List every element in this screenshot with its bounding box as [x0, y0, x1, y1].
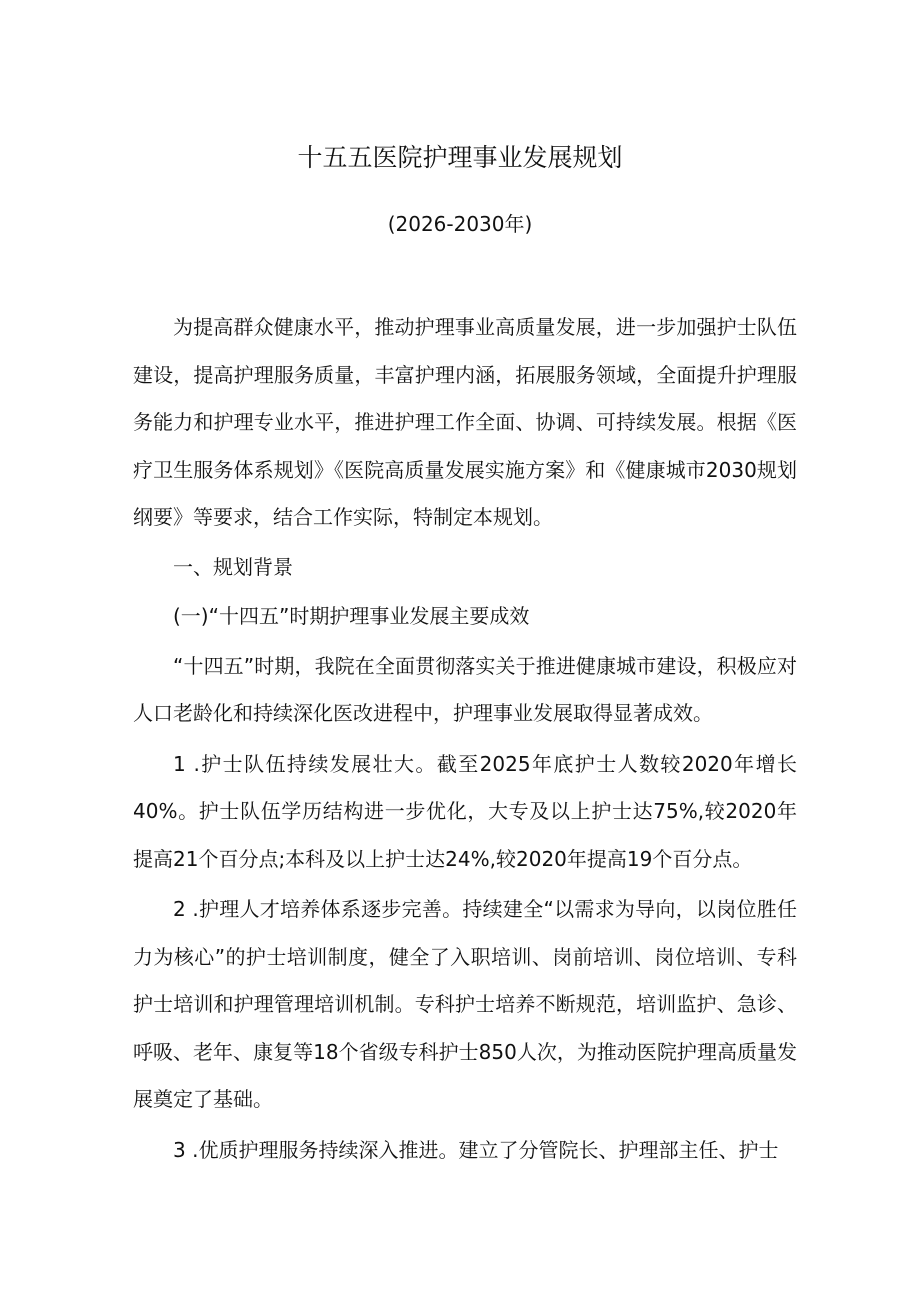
list-item-nurse-team: 1 .护士队伍持续发展壮大。截至2025年底护士人数较2020年增长40%。护士队伍学历结构进一步优化，大专及以上护士达75%,较2020年提高21个百分点;本科及以上护士达24%,较2020年提高19个百分点。 — [133, 751, 797, 871]
document-body — [133, 304, 797, 1174]
achievements-paragraph: “十四五”时期，我院在全面贯彻落实关于推进健康城市建设，积极应对人口老龄化和持续深化医改进程中，护理事业发展取得显著成效。 — [133, 653, 797, 725]
list-item-talent-training: 2 .护理人才培养体系逐步完善。持续建全“以需求为导向，以岗位胜任力为核心”的护士培训制度，健全了入职培训、岗前培训、岗位培训、专科护士培训和护理管理培训机制。专科护士培养不断规范，培训监护、急诊、呼吸、老年、康复等18个省级专科护士850人次，为推动医院护理高质量发展奠定了基础。 — [133, 897, 797, 1111]
list-item-quality-service: 3 .优质护理服务持续深入推进。建立了分管院长、护理部主任、护士 — [173, 1137, 779, 1162]
section-heading-background: 一、规划背景 — [173, 554, 293, 579]
document-title: 十五五医院护理事业发展规划 — [297, 143, 623, 172]
subsection-heading-achievements: (一)“十四五”时期护理事业发展主要成效 — [173, 604, 530, 628]
intro-paragraph: 为提高群众健康水平，推动护理事业高质量发展，进一步加强护士队伍建设，提高护理服务质量，丰富护理内涵，拓展服务领域，全面提升护理服务能力和护理专业水平，推进护理工作全面、协调、可持续发展。根据《医疗卫生服务体系规划》《医院高质量发展实施方案》和《健康城市2030规划纲要》等要求，结合工作实际，特制定本规划。 — [133, 315, 797, 529]
document-subtitle: (2026-2030年) — [387, 212, 533, 236]
